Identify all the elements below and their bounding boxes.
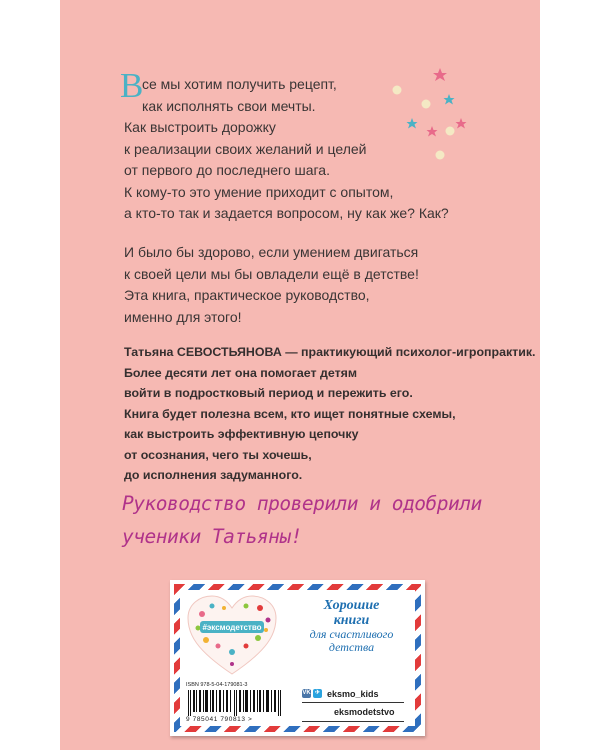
- text-line: Татьяна СЕВОСТЬЯНОВА — практикующий психолог-игропрактик.: [124, 345, 536, 359]
- vk-icon: VK: [302, 690, 311, 697]
- text-line: как исполнять свои мечты.: [142, 97, 316, 114]
- second-paragraph: [124, 242, 419, 328]
- social-handle-2: eksmodetstvo: [334, 707, 395, 717]
- text-line: от осознания, чего ты хочешь,: [124, 447, 312, 462]
- text-line: К кому-то это умение приходит с опытом,: [124, 183, 394, 200]
- social-row: [302, 688, 379, 699]
- publisher-sticker: [170, 580, 425, 736]
- barcode-icon: [186, 690, 292, 716]
- text-line: как выстроить эффективную цепочку: [124, 427, 359, 441]
- heart-logo: [186, 594, 278, 678]
- author-bio: [124, 342, 535, 486]
- text-line: именно для этого!: [124, 308, 242, 325]
- heart-icon: [186, 594, 278, 678]
- social-handle: eksmo_kids: [327, 688, 379, 699]
- sticker-content: [180, 590, 415, 726]
- text-line: Эта книга, практическое руководство,: [124, 287, 370, 303]
- text-line: войти в подростковый период и пережить его.: [124, 386, 413, 400]
- text-line: от первого до последнего шага.: [124, 162, 330, 178]
- isbn-text: ISBN 978-5-04-179081-3: [186, 682, 248, 688]
- sticker-subtitle-line: детства: [328, 640, 375, 654]
- book-back-cover: [60, 0, 540, 750]
- text-line: Как выстроить дорожку: [124, 119, 276, 135]
- slogan-line: Руководство проверили и одобрили: [122, 492, 482, 515]
- text-line: к реализации своих желаний и целей: [124, 140, 367, 157]
- star-icon: [456, 118, 467, 129]
- slogan-line: ученики Татьяны!: [122, 525, 302, 548]
- text-line: а кто-то так и задается вопросом, ну как же? Как?: [124, 205, 449, 221]
- text-line: до исполнения задуманного.: [124, 468, 303, 482]
- sticker-subtitle-line: для счастливого: [309, 627, 394, 641]
- text-line: И было бы здорово, если умением двигаться: [124, 244, 419, 260]
- barcode-number: 9 785041 790813 >: [186, 716, 253, 723]
- text-line: Книга будет полезна всем, кто ищет понятные схемы,: [124, 406, 456, 421]
- text-line: Более десяти лет она помогает детям: [124, 365, 358, 380]
- sticker-title-line: Хорошие: [323, 598, 380, 613]
- barcode-block: [186, 682, 294, 724]
- sticker-slogan: [294, 598, 409, 654]
- telegram-icon: ✈: [314, 690, 321, 697]
- intro-paragraph: [120, 66, 449, 225]
- divider: [302, 721, 404, 722]
- text-line: к своей цели мы бы овладели ещё в детстве!: [124, 265, 419, 282]
- sticker-title-line: книги: [333, 613, 370, 628]
- divider: [302, 702, 404, 703]
- heart-label: #эксмодетство: [202, 623, 262, 632]
- slogan: [122, 487, 482, 553]
- drop-cap: В: [120, 66, 144, 105]
- text-line: се мы хотим получить рецепт,: [142, 76, 337, 92]
